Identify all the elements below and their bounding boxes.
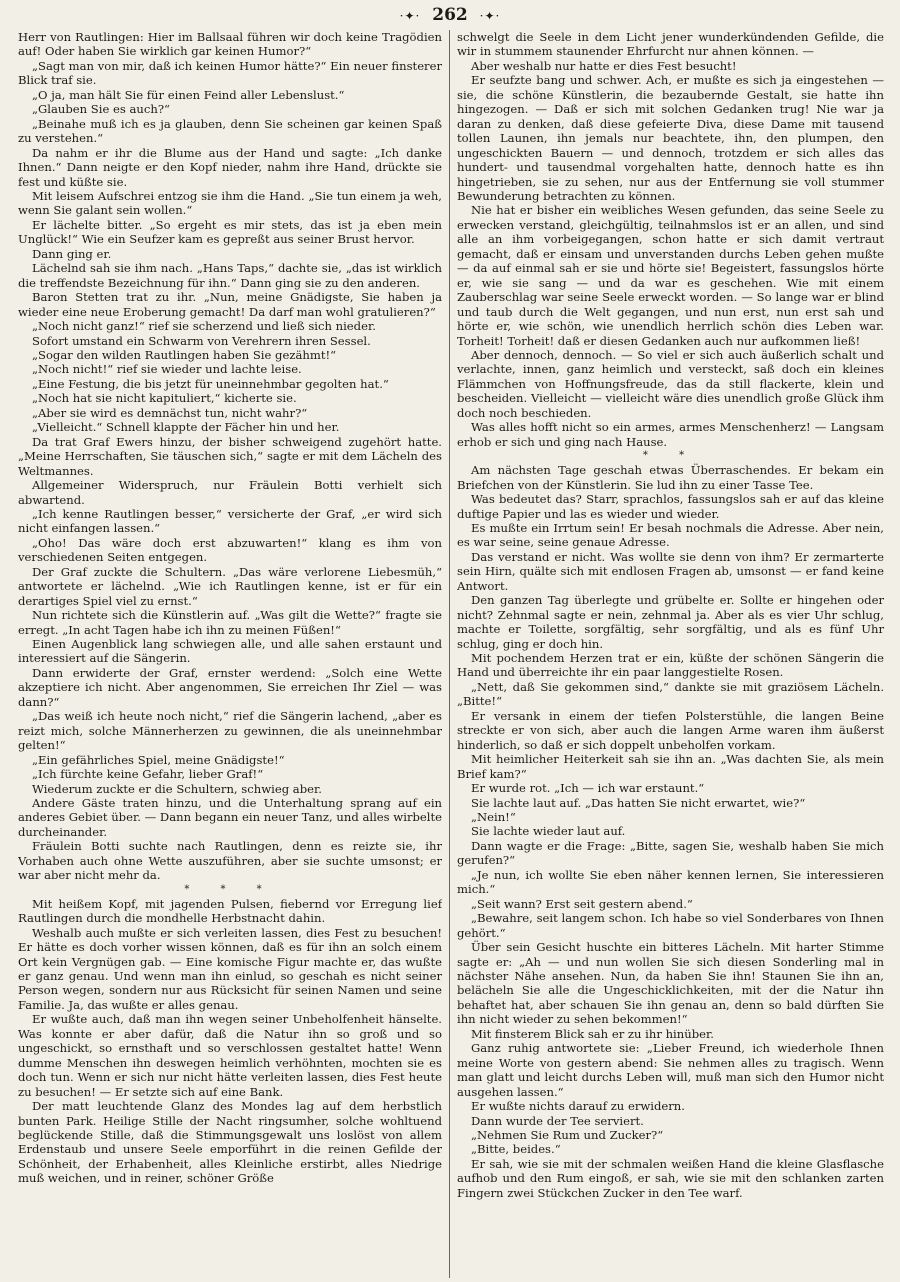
paragraph: Da trat Graf Ewers hinzu, der bisher schweigend zugehört hatte. „Meine Herrschaften, Sie täuschen sich,“ sagte er mit dem Lächeln des Weltmannes. [18, 434, 442, 478]
paragraph: Baron Stetten trat zu ihr. „Nun, meine Gnädigste, Sie haben ja wieder eine neue Eroberung gemacht! Da darf man wohl gratulieren?“ [18, 290, 442, 319]
paragraph: Am nächsten Tage geschah etwas Überraschendes. Er bekam ein Briefchen von der Künstlerin. Sie lud ihn zu einer Tasse Tee. [457, 463, 884, 492]
right-column [457, 30, 884, 1278]
paragraph: Herr von Rautlingen: Hier im Ballsaal führen wir doch keine Tragödien auf! Oder haben Sie wirklich gar keinen Humor?“ [18, 30, 442, 59]
paragraph: „Vielleicht.“ Schnell klappte der Fächer hin und her. [32, 420, 340, 435]
paragraph: Sofort umstand ein Schwarm von Verehrern ihren Sessel. [32, 333, 371, 348]
paragraph: Über sein Gesicht huschte ein bitteres Lächeln. Mit harter Stimme sagte er: „Ah — und nun wollen Sie sich diesen Sonderling mal in nächster Nähe ansehen. Nun, da haben Sie ihn! Staunen Sie ihn an, belächeln Sie alle die Ungeschicklichkeiten, mit der die Natur ihn behaftet hat, aber schauen Sie ihn genau an, denn so bald dürften Sie ihn nicht wieder zu sehen bekommen!“ [457, 940, 884, 1027]
paragraph: Der Graf zuckte die Schultern. „Das wäre verlorene Liebesmüh,“ antwortete er lächelnd. „Wie ich Rautlingen kenne, ist er für ein derartiges Spiel viel zu ernst.“ [18, 564, 442, 608]
ornament-right: ·✦· [479, 9, 501, 23]
page-header [0, 4, 900, 26]
paragraph: Er lächelte bitter. „So ergeht es mir stets, das ist ja eben mein Unglück!“ Wie ein Seufzer kam es gepreßt aus seiner Brust hervor. [18, 217, 442, 247]
paragraph: „Das weiß ich heute noch nicht,“ rief die Sängerin lachend, „aber es reizt mich, solche Männerherzen zu gewinnen, die als uneinnehmbar gelten!“ [18, 709, 442, 753]
paragraph: Er seufzte bang und schwer. Ach, er mußte es sich ja eingestehen — sie, die schöne Künstlerin, die bezaubernde Gestalt, sie hatte ihn hingezogen. — Daß er sich mit solchen Gedanken trug! Nie war ja daran zu denken, daß diese gefeierte Diva, diese Dame mit tausend tollen Launen, ihn jemals nur beachtete, ihn, den plumpen, den ungeschickten Bauern — und dennoch, trotzdem er sich alles das hundert- und tausendmal vorgehalten hatte, dennoch hatte es ihn hingetrieben, sie zu sehen, nur aus der Entfernung sie voll stummer Bewunderung betrachten zu können. [457, 73, 884, 203]
paragraph: Was bedeutet das? Starr, sprachlos, fassungslos sah er auf das kleine duftige Papier und las es wieder und wieder. [457, 492, 884, 521]
paragraph: Nie hat er bisher ein weibliches Wesen gefunden, das seine Seele zu erwecken verstand, gleichgültig, teilnahmslos ist er an allen, und sind alle an ihm vorbeigegangen, schon hatte er sich damit vertraut gemacht, daß er einsam und unverstanden durchs Leben gehen mußte — da auf einmal sah er sie und hörte sie! Begeistert, fassungslos hörte er, wie sie sang — und da war es geschehen. Wie mit einem Zauberschlag war seine Seele erweckt worden. — So lange war er blind und taub durch die Welt gegangen, und nun erst, nun erst sah und hörte er, wie schön, wie unendlich herrlich schön dies Leben war. Torheit! Torheit! daß er diesen Gedanken auch nur aufkommen ließ! [457, 203, 884, 348]
page-number: 262 [432, 5, 468, 25]
paragraph: „Ein gefährliches Spiel, meine Gnädigste!“ [32, 752, 285, 767]
paragraph: „Je nun, ich wollte Sie eben näher kennen lernen, Sie interessieren mich.“ [457, 867, 884, 897]
paragraph: Einen Augenblick lang schwiegen alle, und alle sahen erstaunt und interessiert auf die Sängerin. [18, 637, 442, 666]
paragraph: Was alles hofft nicht so ein armes, armes Menschenherz! — Langsam erhob er sich und ging nach Hause. [457, 420, 884, 449]
paragraph: Weshalb auch mußte er sich verleiten lassen, dies Fest zu besuchen! Er hätte es doch vorher wissen können, daß es für ihn an solch einem Ort kein Vergnügen gab. — Eine komische Figur machte er, das wußte er ganz genau. Und wenn man ihn einlud, so geschah es nicht seiner Person wegen, sondern nur aus Rücksicht für seinen Namen und seine Familie. Ja, das wußte er alles genau. [18, 925, 442, 1012]
paragraph: Dann ging er. [32, 246, 112, 261]
paragraph: „Sogar den wilden Rautlingen haben Sie gezähmt!“ [32, 347, 337, 362]
paragraph: „Sagt man von mir, daß ich keinen Humor hätte?“ Ein neuer finsterer Blick traf sie. [18, 58, 442, 88]
paragraph: Er wußte nichts darauf zu erwidern. [471, 1099, 685, 1114]
paragraph: „Nett, daß Sie gekommen sind,“ dankte sie mit graziösem Lächeln. „Bitte!“ [457, 679, 884, 709]
paragraph: „Oho! Das wäre doch erst abzuwarten!“ klang es ihm von verschiedenen Seiten entgegen. [18, 535, 442, 565]
section-separator: * * [642, 450, 699, 462]
paragraph: Er wußte auch, daß man ihn wegen seiner Unbeholfenheit hänselte. Was konnte er aber dafür, daß die Natur ihn so groß und so ungeschickt, so ernsthaft und so verschlossen gestaltet hatte! Wenn dumme Menschen ihn deswegen heimlich verhöhnten, mochten sie es doch tun. Wenn er sich nur nicht hätte verleiten lassen, dies Fest heute zu besuchen! — Er setzte sich auf eine Bank. [18, 1012, 442, 1099]
paragraph: Lächelnd sah sie ihm nach. „Hans Taps,“ dachte sie, „das ist wirklich die treffendste Bezeichnung für ihn.“ Dann ging sie zu den anderen. [18, 261, 442, 290]
paragraph: „Ich fürchte keine Gefahr, lieber Graf!“ [32, 767, 264, 782]
paragraph: Das verstand er nicht. Was wollte sie denn von ihm? Er zermarterte sein Hirn, quälte sich mit endlosen Fragen ab, umsonst — er fand keine Antwort. [457, 549, 884, 593]
paragraph: Er versank in einem der tiefen Polsterstühle, die langen Beine streckte er von sich, aber auch die langen Arme waren ihm äußerst hinderlich, so daß er sich doppelt unbeholfen vorkam. [457, 708, 884, 752]
paragraph: „Seit wann? Erst seit gestern abend.“ [471, 896, 693, 911]
paragraph: Dann erwiderte der Graf, ernster werdend: „Solch eine Wette akzeptiere ich nicht. Aber angenommen, Sie erreichen Ihr Ziel — was dann?“ [18, 665, 442, 709]
paragraph: „Eine Festung, die bis jetzt für uneinnehmbar gegolten hat.“ [32, 376, 389, 391]
left-column [18, 30, 442, 1278]
paragraph: Wiederum zuckte er die Schultern, schwieg aber. [32, 781, 322, 796]
paragraph: Nun richtete sich die Künstlerin auf. „Was gilt die Wette?“ fragte sie erregt. „In acht Tagen habe ich ihn zu meinen Füßen!“ [18, 608, 442, 637]
paragraph: „Bewahre, seit langem schon. Ich habe so viel Sonderbares von Ihnen gehört.“ [457, 911, 884, 940]
paragraph: „O ja, man hält Sie für einen Feind aller Lebenslust.“ [32, 87, 345, 102]
paragraph: Allgemeiner Widerspruch, nur Fräulein Botti verhielt sich abwartend. [18, 478, 442, 507]
paragraph: Andere Gäste traten hinzu, und die Unterhaltung sprang auf ein anderes Gebiet über. — Dann begann ein neuer Tanz, und alles wirbelte durcheinander. [18, 796, 442, 839]
paragraph: Den ganzen Tag überlegte und grübelte er. Sollte er hingehen oder nicht? Zehnmal sagte er nein, zehnmal ja. Aber als es vier Uhr schlug, machte er Toilette, sorgfältig, sehr sorgfältig, und als es fünf Uhr schlug, ging er doch hin. [457, 593, 884, 651]
paragraph: Fräulein Botti suchte nach Rautlingen, denn es reizte sie, ihr Vorhaben auch ohne Wette auszuführen, aber sie suchte umsonst; er war aber nicht mehr da. [18, 839, 442, 883]
paragraph: Sie lachte wieder laut auf. [471, 824, 626, 839]
paragraph: Aber weshalb nur hatte er dies Fest besucht! [471, 58, 737, 73]
paragraph: schwelgt die Seele in dem Licht jener wunderkündenden Gefilde, die wir in stummem staunender Ehrfurcht nur ahnen können. — [457, 30, 884, 59]
paragraph: Mit heißem Kopf, mit jagenden Pulsen, fiebernd vor Erregung lief Rautlingen durch die mondhelle Herbstnacht dahin. [18, 896, 442, 926]
ornament-left: ·✦· [399, 9, 421, 23]
paragraph: Mit leisem Aufschrei entzog sie ihm die Hand. „Sie tun einem ja weh, wenn Sie galant sein wollen.“ [18, 188, 442, 218]
paragraph: Ganz ruhig antwortete sie: „Lieber Freund, ich wiederhole Ihnen meine Worte von gestern abend: Sie nehmen alles zu tragisch. Wenn man glatt und leicht durchs Leben will, muß man sich den Humor nicht ausgehen lassen.“ [457, 1041, 884, 1099]
paragraph: Da nahm er ihr die Blume aus der Hand und sagte: „Ich danke Ihnen.“ Dann neigte er den Kopf nieder, nahm ihre Hand, drückte sie fest und küßte sie. [18, 145, 442, 189]
paragraph: Es mußte ein Irrtum sein! Er besah nochmals die Adresse. Aber nein, es war seine, seine genaue Adresse. [457, 520, 884, 550]
paragraph: Sie lachte laut auf. „Das hatten Sie nicht erwartet, wie?“ [471, 795, 806, 810]
paragraph: Der matt leuchtende Glanz des Mondes lag auf dem herbstlich bunten Park. Heilige Stille der Nacht ringsumher, solche wohltuend beglückende Stille, daß die Stimmungsgewalt uns loslöst von allem Erdenstaub und unsere Seele emporführt in die reinen Gefilde der Schönheit, der Erhabenheit, alles Kleinliche erstirbt, alles Niedrige muß weichen, und in reiner, schöner Größe [18, 1099, 442, 1186]
paragraph: Dann wurde der Tee serviert. [471, 1113, 644, 1128]
paragraph: „Bitte, beides.“ [471, 1142, 561, 1157]
paragraph: Aber dennoch, dennoch. — So viel er sich auch äußerlich schalt und verlachte, innen, ganz heimlich und versteckt, saß doch ein kleines Flämmchen von Hoffnungsfreude, das da still flackerte, klein und bescheiden. Vielleicht — vielleicht wäre dies unendlich große Glück ihm doch noch beschieden. [457, 347, 884, 420]
paragraph: Mit finsterem Blick sah er zu ihr hinüber. [471, 1026, 714, 1041]
paragraph: „Noch nicht!“ rief sie wieder und lachte leise. [32, 362, 302, 377]
paragraph: „Ich kenne Rautlingen besser,“ versicherte der Graf, „er wird sich nicht einfangen lassen.“ [18, 506, 442, 536]
paragraph: Mit pochendem Herzen trat er ein, küßte der schönen Sängerin die Hand und überreichte ihr ein paar langgestielte Rosen. [457, 651, 884, 680]
paragraph: „Noch nicht ganz!“ rief sie scherzend und ließ sich nieder. [32, 319, 376, 334]
paragraph: Mit heimlicher Heiterkeit sah sie ihn an. „Was dachten Sie, als mein Brief kam?“ [457, 752, 884, 781]
paragraph: „Nehmen Sie Rum und Zucker?“ [471, 1127, 664, 1142]
paragraph: „Noch hat sie nicht kapituliert,“ kicherte sie. [32, 391, 297, 406]
paragraph: „Glauben Sie es auch?“ [32, 102, 170, 117]
paragraph: „Beinahe muß ich es ja glauben, denn Sie scheinen gar keinen Spaß zu verstehen.“ [18, 116, 442, 146]
paragraph: Er wurde rot. „Ich — ich war erstaunt.“ [471, 781, 705, 796]
paragraph: Er sah, wie sie mit der schmalen weißen Hand die kleine Glasflasche aufhob und den Rum eingoß, er sah, wie sie mit den schlanken zarten Fingern zwei Stückchen Zucker in den Tee warf. [457, 1156, 884, 1200]
paragraph: Dann wagte er die Frage: „Bitte, sagen Sie, weshalb haben Sie mich gerufen?“ [457, 838, 884, 868]
section-separator: * * * [184, 883, 276, 895]
paragraph: „Nein!“ [471, 810, 516, 825]
paragraph: „Aber sie wird es demnächst tun, nicht wahr?“ [32, 405, 308, 420]
column-divider [449, 30, 450, 1278]
